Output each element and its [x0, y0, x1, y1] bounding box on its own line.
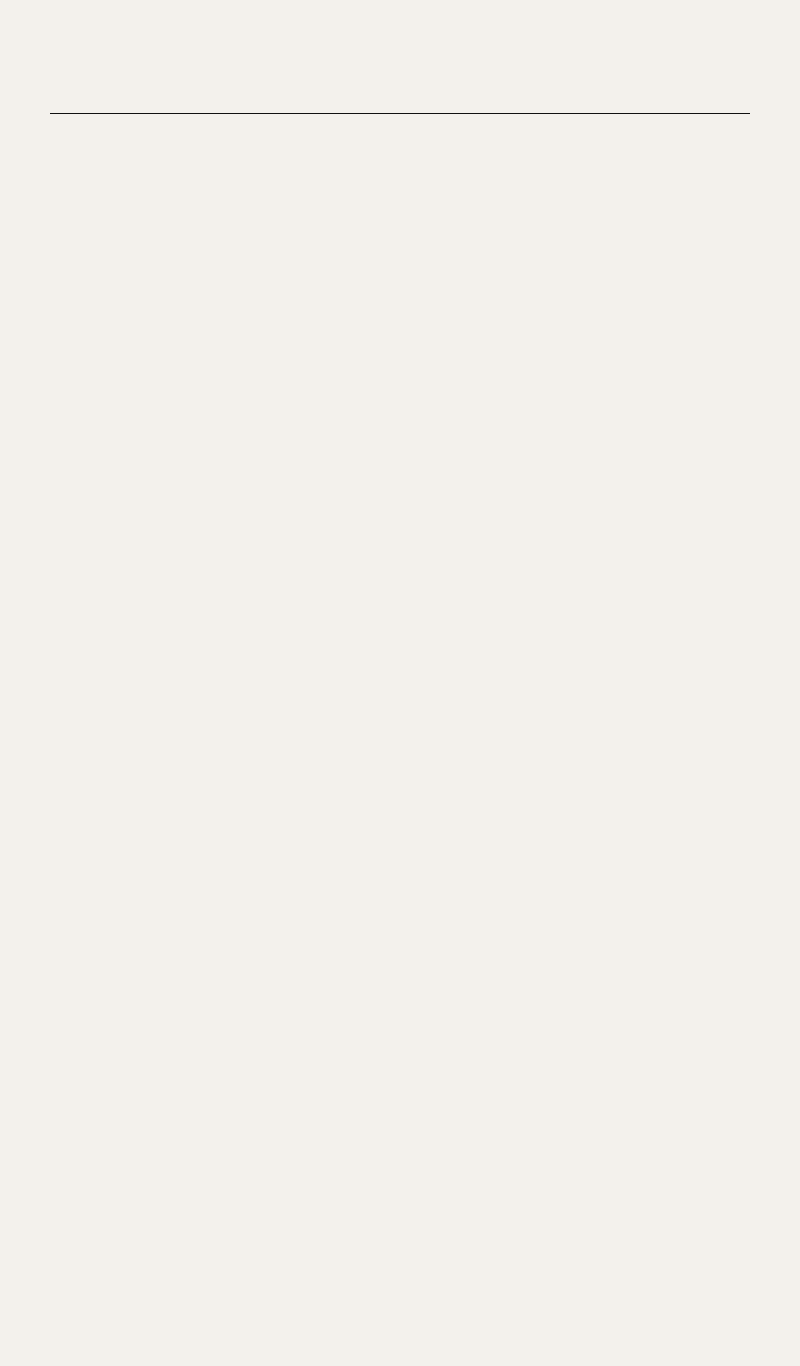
page-header	[50, 76, 750, 104]
header-rule	[50, 113, 750, 114]
